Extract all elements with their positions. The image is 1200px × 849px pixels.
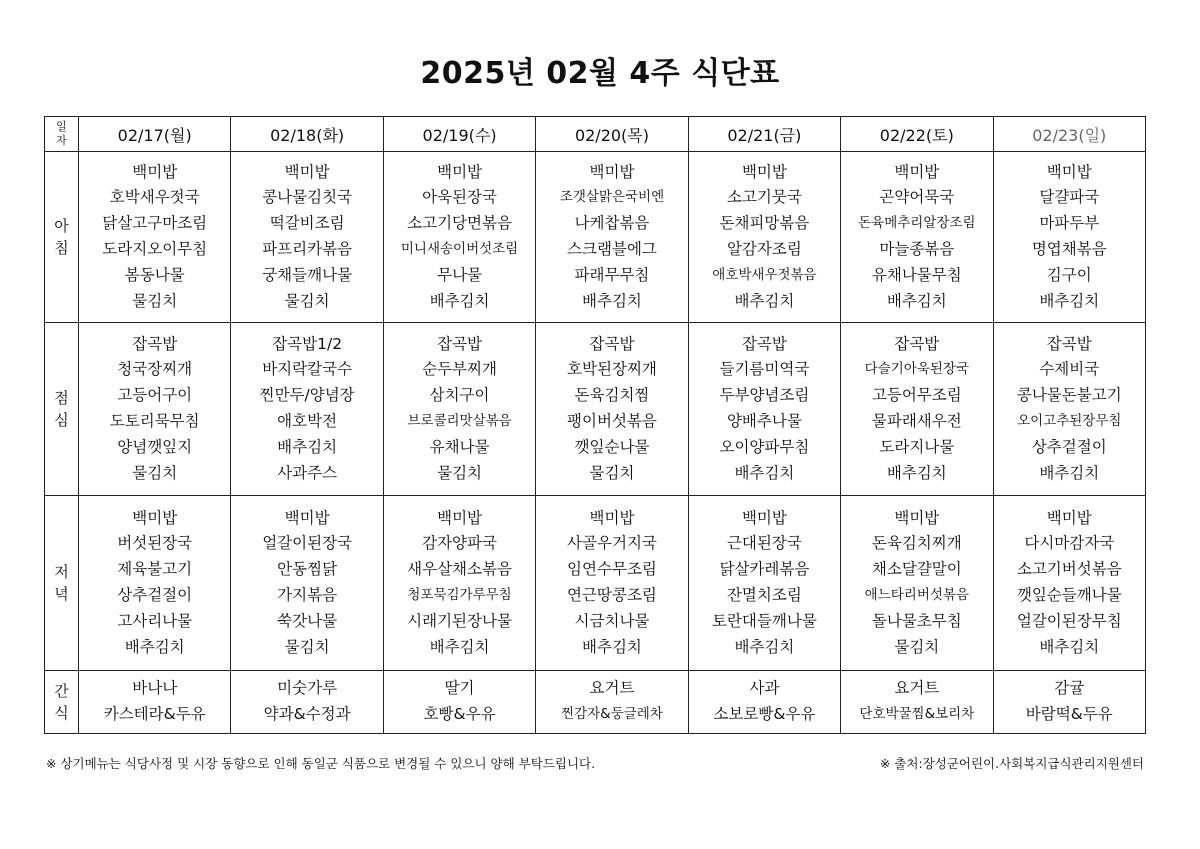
menu-item: 미숫가루 <box>277 679 338 698</box>
menu-item: 무나물 <box>437 265 483 284</box>
menu-item: 찐감자&둥글레차 <box>561 706 663 722</box>
meal-label: 저 녁 <box>45 496 79 671</box>
menu-item: 호박된장찌개 <box>567 360 657 379</box>
menu-item: 돈육김치찜 <box>574 386 650 405</box>
menu-item: 쑥갓나물 <box>277 611 338 630</box>
lunch-row <box>45 323 1146 496</box>
day-header: 02/17(월) <box>79 117 231 152</box>
menu-cell <box>231 152 383 323</box>
menu-item: 돌나물초무침 <box>871 611 962 630</box>
menu-item: 두부양념조림 <box>719 386 810 405</box>
menu-item: 잡곡밥 <box>894 334 940 353</box>
menu-item: 콩나물김칫국 <box>262 188 353 207</box>
menu-cell <box>841 496 993 671</box>
menu-item: 물파래새우전 <box>871 412 962 430</box>
menu-item: 배추김치 <box>886 291 947 310</box>
menu-item: 호박새우젓국 <box>109 188 200 207</box>
menu-item: 돈육메추리알장조림 <box>858 215 976 232</box>
page-title: 2025년 02월 4주 식단표 <box>420 56 780 91</box>
menu-item: 곤약어묵국 <box>879 188 955 207</box>
menu-cell <box>79 496 231 671</box>
menu-item: 사과주스 <box>277 463 338 482</box>
menu-item: 파래무무침 <box>574 265 650 284</box>
menu-item: 토란대들깨나물 <box>711 611 817 630</box>
menu-item: 카스테라&두유 <box>103 705 206 723</box>
menu-item: 청국장찌개 <box>117 360 193 379</box>
menu-item: 순두부찌개 <box>422 360 497 379</box>
day-header: 02/22(토) <box>841 117 993 152</box>
menu-item: 고등어무조림 <box>871 386 962 405</box>
menu-cell <box>536 496 688 671</box>
menu-item: 백미밥 <box>894 508 940 527</box>
menu-item: 명엽채볶음 <box>1031 240 1107 258</box>
menu-item: 배추김치 <box>1039 463 1100 482</box>
menu-item: 바지락칼국수 <box>262 360 353 379</box>
menu-item: 백미밥 <box>1046 162 1092 181</box>
menu-cell <box>383 671 535 734</box>
menu-cell <box>383 323 535 496</box>
menu-cell <box>383 496 535 671</box>
menu-item: 브로콜리맛살볶음 <box>407 413 512 429</box>
menu-item: 상추겉절이 <box>1031 437 1107 456</box>
menu-item: 백미밥 <box>741 162 787 181</box>
menu-item: 물김치 <box>589 463 635 482</box>
menu-item: 호빵&우유 <box>423 705 496 723</box>
menu-item: 배추김치 <box>582 637 642 656</box>
menu-item: 바나나 <box>132 679 178 698</box>
menu-item: 파프리카볶음 <box>262 240 353 258</box>
menu-cell <box>231 496 383 671</box>
header-row <box>45 117 1146 152</box>
menu-item: 새우살채소볶음 <box>407 560 512 579</box>
meal-label: 아 침 <box>45 152 79 323</box>
menu-item: 김구이 <box>1046 265 1092 284</box>
menu-item: 물김치 <box>132 463 178 482</box>
menu-item: 도토리묵무침 <box>109 412 200 430</box>
menu-item: 도라지오이무침 <box>102 240 208 258</box>
menu-cell <box>79 152 231 323</box>
menu-item: 마파두부 <box>1039 214 1100 233</box>
menu-item: 유채나물무침 <box>871 265 962 284</box>
menu-item: 소고기당면볶음 <box>407 214 512 233</box>
menu-item: 안동찜닭 <box>277 560 338 579</box>
menu-item: 잡곡밥 <box>741 334 787 353</box>
menu-item: 마늘종볶음 <box>879 240 955 258</box>
day-header: 02/19(수) <box>383 117 535 152</box>
menu-item: 감귤 <box>1054 679 1085 698</box>
menu-cell <box>993 152 1145 323</box>
menu-item: 다슬기아욱된장국 <box>864 361 969 378</box>
menu-item: 조갯살맑은국비엔 <box>559 189 665 206</box>
menu-item: 아욱된장국 <box>422 188 497 207</box>
dinner-row <box>45 496 1146 671</box>
menu-item: 찐만두/양념장 <box>259 386 355 405</box>
menu-item: 고사리나물 <box>117 611 193 630</box>
menu-item: 삼치구이 <box>429 386 490 405</box>
day-header: 02/20(목) <box>536 117 688 152</box>
meal-plan-table <box>44 116 1146 734</box>
menu-item: 버섯된장국 <box>117 534 193 553</box>
day-header: 02/21(금) <box>688 117 840 152</box>
menu-item: 깻잎순나물 <box>574 437 650 456</box>
menu-item: 소고기뭇국 <box>726 188 802 207</box>
menu-item: 나케찹볶음 <box>574 214 650 233</box>
menu-item: 감자양파국 <box>422 534 497 553</box>
menu-item: 배추김치 <box>734 637 795 656</box>
menu-item: 배추김치 <box>1039 637 1100 656</box>
menu-cell <box>688 152 840 323</box>
menu-cell <box>993 323 1145 496</box>
menu-item: 잔멸치조림 <box>726 586 802 604</box>
menu-item: 잡곡밥 <box>1046 334 1092 353</box>
menu-item: 상추겉절이 <box>117 586 193 604</box>
menu-item: 단호박꿀찜&보리차 <box>859 706 975 722</box>
menu-item: 요거트 <box>589 679 635 698</box>
menu-item: 다시마감자국 <box>1024 534 1115 553</box>
menu-item: 잡곡밥1/2 <box>272 334 343 353</box>
menu-item: 배추김치 <box>429 291 490 310</box>
menu-item: 배추김치 <box>429 637 490 656</box>
menu-item: 백미밥 <box>1046 508 1092 527</box>
menu-cell <box>688 323 840 496</box>
menu-item: 가지볶음 <box>277 586 338 604</box>
menu-item: 백미밥 <box>284 162 330 181</box>
menu-cell <box>688 496 840 671</box>
menu-cell <box>536 152 688 323</box>
menu-cell <box>79 323 231 496</box>
snack-row <box>45 671 1146 734</box>
menu-item: 떡갈비조림 <box>269 214 345 233</box>
menu-cell <box>841 671 993 734</box>
menu-item: 배추김치 <box>734 291 795 310</box>
menu-item: 얼갈이된장무침 <box>1016 611 1122 630</box>
menu-item: 팽이버섯볶음 <box>567 412 657 430</box>
meal-label: 간 식 <box>45 671 79 734</box>
menu-item: 백미밥 <box>437 508 483 527</box>
menu-item: 돈채피망볶음 <box>719 214 810 233</box>
menu-cell <box>231 323 383 496</box>
menu-item: 궁채들깨나물 <box>262 265 353 284</box>
menu-item: 백미밥 <box>589 162 635 181</box>
menu-item: 백미밥 <box>284 508 330 527</box>
menu-item: 배추김치 <box>734 463 795 482</box>
menu-item: 봄동나물 <box>124 265 185 284</box>
menu-item: 제육불고기 <box>117 560 193 579</box>
day-header: 02/18(화) <box>231 117 383 152</box>
menu-item: 백미밥 <box>894 162 940 181</box>
menu-item: 양념깻잎지 <box>117 437 193 456</box>
menu-item: 잡곡밥 <box>132 334 178 353</box>
day-header: 02/23(일) <box>993 117 1145 152</box>
menu-item: 요거트 <box>894 679 940 698</box>
menu-item: 시래기된장나물 <box>407 611 512 630</box>
menu-item: 잡곡밥 <box>437 334 483 353</box>
menu-item: 근대된장국 <box>726 534 802 553</box>
menu-item: 배추김치 <box>582 291 642 310</box>
menu-cell <box>79 671 231 734</box>
menu-item: 백미밥 <box>132 508 178 527</box>
menu-item: 양배추나물 <box>726 412 802 430</box>
menu-item: 콩나물돈불고기 <box>1016 386 1122 405</box>
menu-item: 미니새송이버섯조림 <box>400 241 519 257</box>
menu-item: 애느타리버섯볶음 <box>864 587 969 603</box>
menu-item: 물김치 <box>894 637 940 656</box>
menu-cell <box>536 323 688 496</box>
menu-item: 약과&수정과 <box>263 705 351 723</box>
menu-item: 딸기 <box>444 679 475 698</box>
menu-item: 청포묵김가루무침 <box>407 587 512 603</box>
corner-label: 일 자 <box>45 117 79 152</box>
menu-item: 백미밥 <box>741 508 787 527</box>
menu-item: 오이양파무침 <box>719 437 810 456</box>
menu-item: 수제비국 <box>1039 360 1100 379</box>
menu-item: 연근땅콩조림 <box>567 586 657 604</box>
menu-item: 도라지나물 <box>879 437 955 456</box>
menu-item: 배추김치 <box>277 437 338 456</box>
menu-item: 얼갈이된장국 <box>262 534 353 553</box>
menu-item: 물김치 <box>132 291 178 310</box>
menu-item: 소보로빵&우유 <box>713 705 816 723</box>
menu-item: 알감자조림 <box>726 240 802 258</box>
menu-item: 백미밥 <box>132 162 178 181</box>
footnote-disclaimer: ※ 상기메뉴는 식당사정 및 시장 동향으로 인해 동일군 식품으로 변경될 수 있으니 양해 부탁드립니다. <box>46 756 596 771</box>
menu-item: 소고기버섯볶음 <box>1016 560 1122 579</box>
menu-item: 사골우거지국 <box>567 534 657 553</box>
menu-item: 달걀파국 <box>1039 188 1100 207</box>
menu-item: 애호박새우젓볶음 <box>712 266 817 283</box>
menu-cell <box>841 152 993 323</box>
menu-item: 배추김치 <box>124 637 185 656</box>
menu-item: 배추김치 <box>886 463 947 482</box>
menu-item: 오이고추된장무침 <box>1017 413 1122 429</box>
menu-item: 바람떡&두유 <box>1025 705 1113 723</box>
menu-item: 임연수무조림 <box>567 560 657 579</box>
menu-item: 사과 <box>749 679 780 698</box>
menu-item: 백미밥 <box>437 162 483 181</box>
menu-cell <box>841 323 993 496</box>
menu-item: 고등어구이 <box>117 386 193 405</box>
menu-item: 돈육김치찌개 <box>871 534 962 553</box>
menu-item: 물김치 <box>284 637 330 656</box>
menu-item: 잡곡밥 <box>589 334 635 353</box>
menu-item: 스크램블에그 <box>567 240 657 258</box>
breakfast-row <box>45 152 1146 323</box>
menu-item: 유채나물 <box>429 437 490 456</box>
menu-cell <box>383 152 535 323</box>
menu-item: 물김치 <box>284 291 330 310</box>
menu-item: 배추김치 <box>1039 291 1100 310</box>
menu-item: 물김치 <box>437 463 483 482</box>
menu-cell <box>993 496 1145 671</box>
menu-item: 들기름미역국 <box>719 360 810 379</box>
menu-item: 채소달걀말이 <box>871 560 962 579</box>
menu-cell <box>536 671 688 734</box>
menu-item: 백미밥 <box>589 508 635 527</box>
menu-item: 닭살카레볶음 <box>719 560 810 579</box>
menu-cell <box>993 671 1145 734</box>
meal-label: 점 심 <box>45 323 79 496</box>
menu-item: 시금치나물 <box>574 611 650 630</box>
footnote-source: ※ 출처:장성군어린이.사회복지급식관리지원센터 <box>879 756 1144 771</box>
menu-item: 닭살고구마조림 <box>102 214 208 233</box>
menu-cell <box>231 671 383 734</box>
menu-cell <box>688 671 840 734</box>
menu-item: 깻잎순들깨나물 <box>1016 586 1122 604</box>
menu-item: 애호박전 <box>277 412 338 430</box>
